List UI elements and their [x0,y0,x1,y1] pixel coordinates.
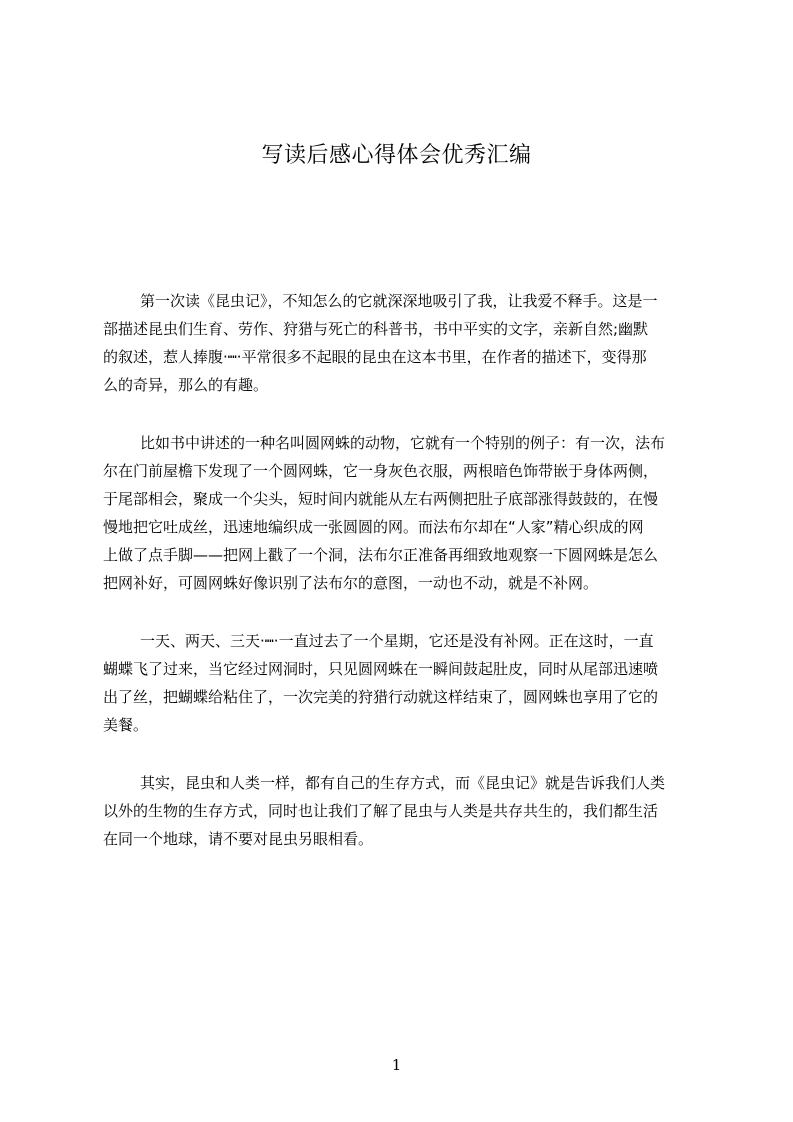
paragraph-4 [103,769,699,853]
paragraph-line: 美餐。 [103,716,149,734]
paragraph-line: 第一次读《昆虫记》，不知怎么的它就深深地吸引了我，让我爱不释手。这是一 [140,292,658,310]
paragraph-line: 于尾部相会，聚成一个尖头，短时间内就能从左右两侧把肚子底部涨得鼓鼓的，在慢 [103,490,659,508]
paragraph-line: 把网补好，可圆网蛛好像识别了法布尔的意图，一动也不动，就是不补网。 [103,574,599,592]
paragraph-line: 在同一个地球，请不要对昆虫另眼相看。 [103,830,374,848]
paragraph-line: 蝴蝶飞了过来，当它经过网洞时，只见圆网蛛在一瞬间鼓起肚皮，同时从尾部迅速喷 [103,660,659,678]
paragraph-3 [103,627,699,739]
paragraph-2 [103,429,699,597]
paragraph-line: 部描述昆虫们生育、劳作、狩猎与死亡的科普书，书中平实的文字，亲新自然;幽默 [103,320,649,338]
paragraph-line: 其实，昆虫和人类一样，都有自己的生存方式，而《昆虫记》就是告诉我们人类 [140,774,666,792]
paragraph-line: 比如书中讲述的一种名叫圆网蛛的动物，它就有一个特别的例子：有一次，法布 [140,434,666,452]
paragraph-line: 以外的生物的生存方式，同时也让我们了解了昆虫与人类是共存共生的，我们都生活 [103,802,659,820]
paragraph-line: 一天、两天、三天·┉·一直过去了一个星期，它还是没有补网。正在这时，一直 [140,632,654,650]
paragraph-line: 么的奇异，那么的有趣。 [103,376,269,394]
paragraph-1 [103,287,699,399]
page-number: 1 [391,1056,402,1074]
paragraph-line: 出了丝，把蝴蝶给粘住了，一次完美的狩猎行动就这样结束了，圆网蛛也享用了它的 [103,688,659,706]
paragraph-line: 尔在门前屋檐下发现了一个圆网蛛，它一身灰色衣服，两根暗色饰带嵌于身体两侧， [103,462,659,480]
document-body [103,287,699,883]
document-title: 写读后感心得体会优秀汇编 [261,143,532,168]
paragraph-line: 的叙述，惹人捧腹·┉·平常很多不起眼的昆虫在这本书里，在作者的描述下，变得那 [103,348,647,366]
paragraph-line: 上做了点手脚——把网上戳了一个洞，法布尔正准备再细致地观察一下圆网蛛是怎么 [103,546,659,564]
paragraph-line: 慢地把它吐成丝，迅速地编织成一张圆圆的网。而法布尔却在“人家”精心织成的网 [103,518,644,536]
